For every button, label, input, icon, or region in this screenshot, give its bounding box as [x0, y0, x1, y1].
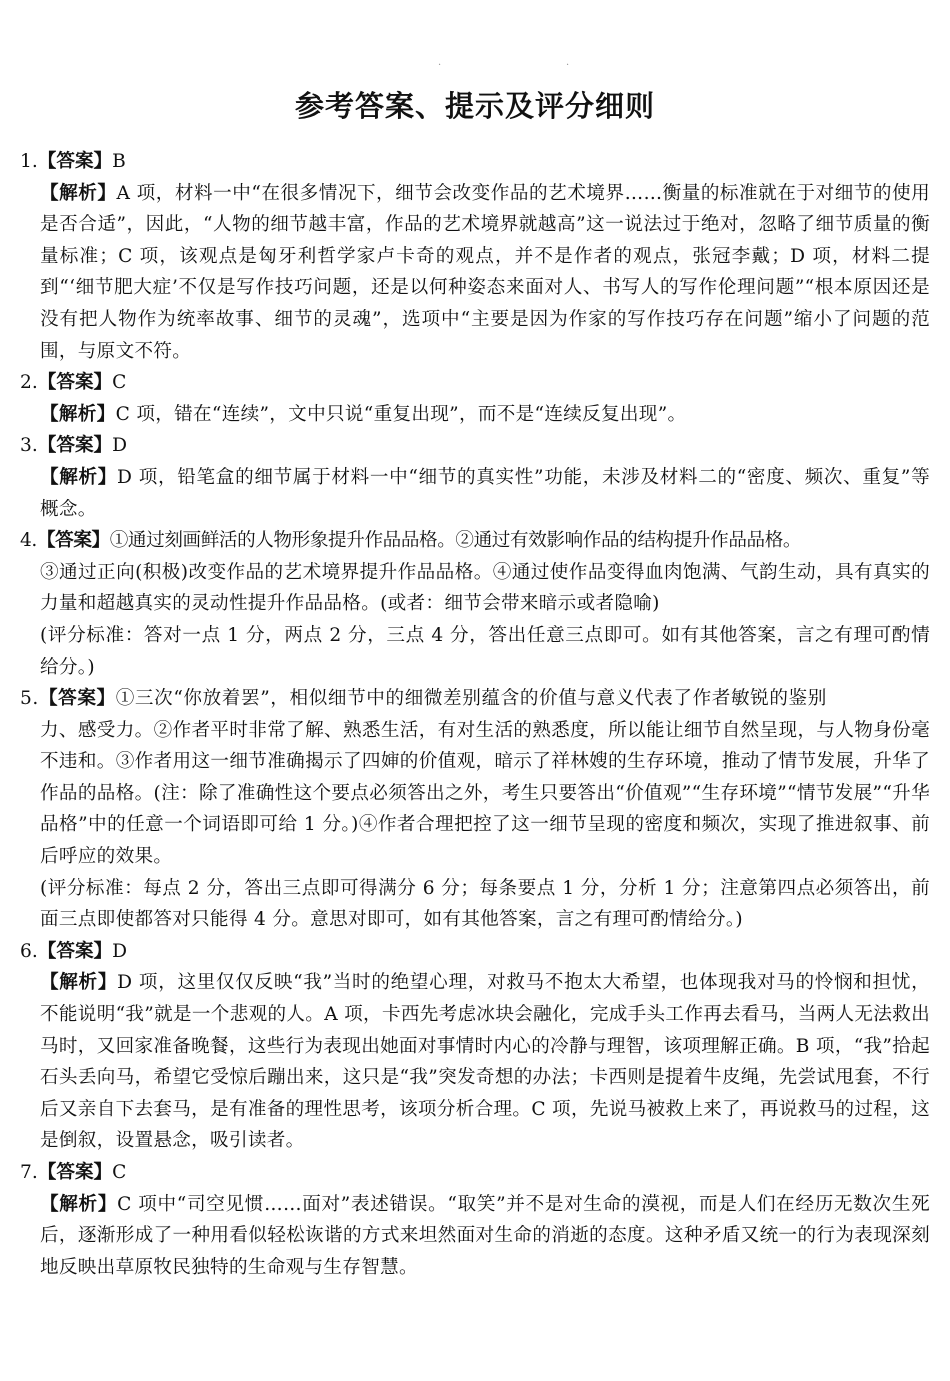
answer-label: 【答案】: [37, 940, 113, 962]
question-number: 1.: [20, 151, 38, 172]
analysis-label: 【解析】: [40, 972, 118, 994]
analysis-paragraph: [40, 462, 930, 525]
answer-continuation: 力、感受力。②作者平时非常了解、熟悉生活，有对生活的熟悉度，所以能让细节自然呈现，与人物身份毫不违和。③作者用这一细节准确揭示了四婶的价值观，暗示了祥林嫂的生存环境，推动了情节发展，升华了作品的品格。(注：除了准确性这个要点必须答出之外，考生只要答出“价值观”“生存环境”“情节发展”“升华品格”中的任意一个词语即可给 1 分。)④作者合理把控了这一细节呈现的密度和频次，实现了推进叙事、前后呼应的效果。: [40, 719, 930, 868]
question-number: 2.: [20, 372, 38, 394]
analysis-label: 【解析】: [40, 1193, 118, 1215]
page-title: 参考答案、提示及评分细则: [294, 89, 655, 123]
question-number: 5.: [20, 688, 39, 710]
answer-line: [20, 367, 930, 399]
scan-speck: ·: [438, 60, 442, 71]
analysis-paragraph: [40, 967, 930, 1157]
scoring-note: (评分标准：答对一点 1 分，两点 2 分，三点 4 分，答出任意三点即可。如有其他答案，言之有理可酌情给分。): [40, 624, 930, 678]
answer-label: 【答案】: [36, 530, 110, 552]
answer-line: [20, 525, 930, 557]
answer-value: B: [112, 151, 126, 172]
question-number: 4.: [20, 530, 37, 552]
question-item-4: [20, 525, 930, 683]
answer-list: [20, 146, 930, 1283]
question-number: 7.: [20, 1162, 38, 1183]
analysis-text: C 项中“司空见惯……面对”表述错误。“取笑”并不是对生命的漠视，而是人们在经历无数次生死后，逐渐形成了一种用看似轻松诙谐的方式来坦然面对生命的消逝的态度。这种矛盾又统一的行为表现深刻地反映出草原牧民独特的生命观与生存智慧。: [40, 1193, 930, 1278]
analysis-label: 【解析】: [40, 466, 118, 488]
answer-line: [20, 1157, 930, 1189]
analysis-text: D 项，铅笔盒的细节属于材料一中“细节的真实性”功能，未涉及材料二的“密度、频次、重复”等概念。: [40, 466, 930, 520]
answer-value: C: [112, 1162, 127, 1183]
analysis-text: C 项，错在“连续”，文中只说“重复出现”，而不是“连续反复出现”。: [115, 403, 687, 425]
question-item-7: [20, 1157, 930, 1283]
question-number: 6.: [20, 940, 38, 962]
answer-line: [20, 936, 930, 968]
answer-label: 【答案】: [37, 435, 113, 457]
question-number: 3.: [20, 435, 38, 457]
analysis-paragraph: [40, 178, 930, 368]
answer-value: D: [112, 940, 128, 962]
question-item-2: [20, 367, 930, 430]
answer-line: [20, 683, 930, 715]
analysis-label: 【解析】: [40, 182, 117, 204]
answer-text-first: ①通过刻画鲜活的人物形象提升作品品格。②通过有效影响作品的结构提升作品品格。: [109, 530, 802, 552]
analysis-text: A 项，材料一中“在很多情况下，细节会改变作品的艺术境界……衡量的标准就在于对细节的使用是否合适”，因此，“人物的细节越丰富，作品的艺术境界就越高”这一说法过于绝对，忽略了细节质量的衡量标准；C 项，该观点是匈牙利哲学家卢卡奇的观点，并不是作者的观点，张冠李戴；D 项，材料二提到“‘细节肥大症’不仅是写作技巧问题，还是以何种姿态来面对人、书写人的写作伦理问题”“根本原因还是没有把人物作为统率故事、细节的灵魂”，选项中“主要是因为作家的写作技巧存在问题”缩小了问题的范围，与原文不符。: [40, 182, 930, 362]
answer-text-first: ①三次“你放着罢”，相似细节中的细微差别蕴含的价值与意义代表了作者敏锐的鉴别: [115, 688, 827, 710]
scan-speck: ·: [566, 60, 570, 71]
question-item-1: [20, 146, 930, 367]
analysis-paragraph: [40, 1189, 930, 1284]
answer-label: 【答案】: [38, 688, 116, 710]
answer-value: C: [112, 372, 127, 394]
analysis-text: D 项，这里仅仅反映“我”当时的绝望心理，对救马不抱太大希望，也体现我对马的怜悯和担忧，不能说明“我”就是一个悲观的人。A 项，卡西先考虑冰块会融化，完成手头工作再去看马，当两人无法救出马时，又回家准备晚餐，这些行为表现出她面对事情时内心的冷静与理智，该项理解正确。B 项，“我”拾起石头丢向马，希望它受惊后蹦出来，这只是“我”突发奇想的办法；卡西则是提着牛皮绳，先尝试甩套，不行后又亲自下去套马，是有准备的理性思考，该项分析合理。C 项，先说马被救上来了，再说救马的过程，这是倒叙，设置悬念，吸引读者。: [40, 972, 931, 1152]
question-item-5: [20, 683, 930, 936]
answer-value: D: [112, 435, 128, 457]
answer-label: 【答案】: [37, 151, 113, 172]
question-item-3: [20, 430, 930, 525]
answer-line: [20, 146, 930, 178]
answer-line: [20, 430, 930, 462]
answer-label: 【答案】: [37, 372, 113, 394]
answer-continuation: ③通过正向(积极)改变作品的艺术境界提升作品品格。④通过使作品变得血肉饱满、气韵生动，具有真实的力量和超越真实的灵动性提升作品品格。(或者：细节会带来暗示或者隐喻): [40, 561, 930, 615]
analysis-label: 【解析】: [40, 403, 116, 425]
scoring-note: (评分标准：每点 2 分，答出三点即可得满分 6 分；每条要点 1 分，分析 1 分；注意第四点必须答出，前面三点即使都答对只能得 4 分。意思对即可，如有其他答案，言之有理可酌情给分。): [40, 877, 930, 931]
question-item-6: [20, 936, 930, 1157]
answer-label: 【答案】: [37, 1162, 113, 1183]
analysis-paragraph: [40, 399, 930, 431]
